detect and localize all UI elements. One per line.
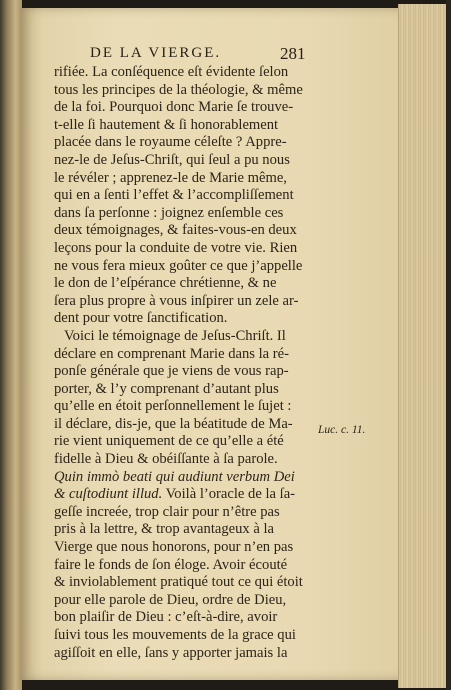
text-line: ponſe générale que je viens de vous rap- [54, 363, 289, 380]
text-line: rifiée. La conſéquence eſt évidente ſelon [54, 64, 289, 80]
text-line: tous les principes de la théologie, & même [54, 81, 303, 98]
text-line: bon plaiſir de Dieu : c’eſt-à-dire, avoir [54, 609, 278, 626]
text-line: placée dans le royaume céleſte ? Appre- [54, 134, 287, 151]
text-line: rie vient uniquement de ce qu’elle a été [54, 433, 284, 450]
text-line: il déclare, dis-je, que la béatitude de Ma- [54, 415, 293, 432]
text-line: Vierge que nous honorons, pour n’en pas [54, 539, 294, 556]
latin-quote: Quin immò beati qui audiunt verbum Dei [54, 468, 295, 485]
text-line: pour elle parole de Dieu, ordre de Dieu, [54, 591, 287, 608]
text-line: ſuivi tous les mouvements de la grace qui [54, 627, 296, 643]
background-edge [446, 0, 451, 690]
text-line [54, 486, 314, 504]
text-line: déclare en comprenant Marie dans la ré- [54, 345, 289, 362]
text-line: agiſſoit en elle, ſans y apporter jamais la [54, 644, 288, 661]
text-line: & inviolablement pratiqué tout ce qui étoit [54, 574, 303, 591]
text-line: dent pour votre ſanctification. [54, 310, 228, 327]
text-line: ne vous fera mieux goûter ce que j’appelle [54, 257, 303, 274]
text-line: porter, & l’y comprenant d’autant plus [54, 380, 279, 397]
text-line: le don de l’eſpérance chrétienne, & ne [54, 275, 277, 292]
text-line: nez-le de Jeſus-Chriſt, qui ſeul a pu nous [54, 151, 290, 168]
text-line: qu’elle en étoit perſonnellement le ſujet : [54, 398, 292, 415]
text-line: fidelle à Dieu & obéiſſante à ſa parole. [54, 451, 278, 468]
text-line: pris à la lettre, & trop avantageux à la [54, 521, 275, 538]
text-line: geſſe increée, trop clair pour n’être pas [54, 503, 280, 520]
page-number: 281 [280, 44, 306, 63]
text-line: qui en a ſenti l’effet & l’accompliſſement [54, 187, 294, 204]
text-line: de la foi. Pourquoi donc Marie ſe trouve- [54, 99, 294, 116]
text-line: ſera plus propre à vous inſpirer un zele ar- [54, 292, 299, 309]
text-line: faire le fonds de ſon éloge. Avoir écouté [54, 556, 288, 573]
margin-note: Luc. c. 11. [318, 424, 366, 436]
running-head: DE LA VIERGE. [90, 45, 222, 61]
body-text [54, 64, 314, 662]
text-line: le révéler ; apprenez-le de Marie même, [54, 169, 287, 186]
latin-quote: & cuſtodiunt illud. [54, 486, 163, 503]
text-fragment: Voilà l’oracle de la ſa- [162, 486, 296, 503]
left-page-edge [0, 0, 22, 690]
text-line: deux témoignages, & faites-vous-en deux [54, 222, 297, 239]
text-line: dans ſa perſonne : joignez enſemble ces [54, 204, 284, 221]
page-fore-edge [398, 4, 447, 688]
text-line: leçons pour la conduite de votre vie. Rien [54, 239, 298, 256]
text-line: Voici le témoignage de Jeſus-Chriſt. Il [64, 327, 286, 344]
text-line: t-elle ſi hautement & ſi honorablement [54, 116, 279, 133]
